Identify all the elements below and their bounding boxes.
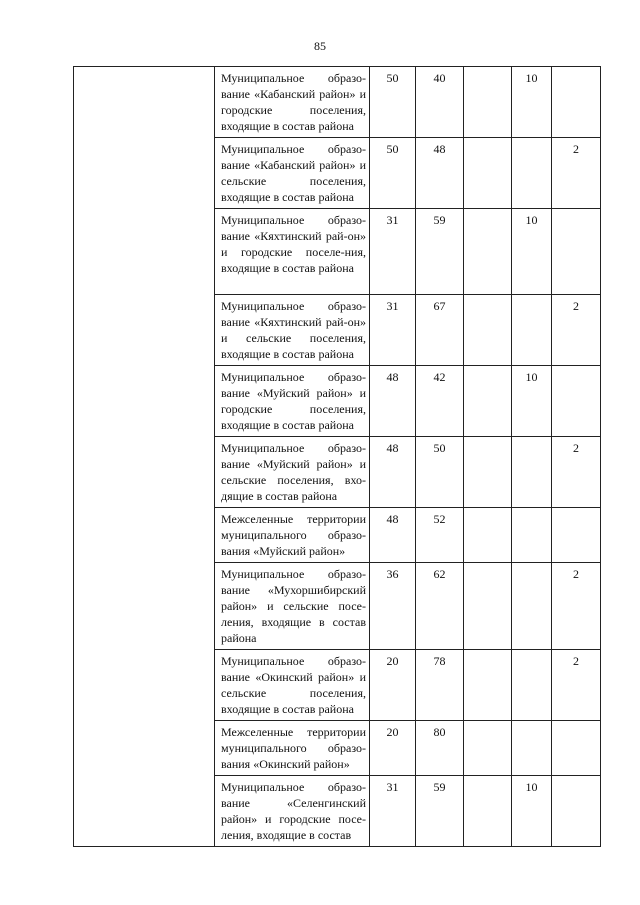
municipality-cell: Муниципальное образо-вание «Селенгинский район» и городские посе-ления, входящие в состав (215, 776, 370, 847)
municipality-cell: Муниципальное образо-вание «Муйский район» и городские поселения, входящие в состав района (215, 366, 370, 437)
value-cell-5 (552, 776, 601, 847)
value-cell-4 (512, 563, 552, 650)
value-cell-4: 10 (512, 209, 552, 295)
value-cell-3 (464, 563, 512, 650)
value-cell-1: 20 (370, 650, 416, 721)
value-cell-1: 36 (370, 563, 416, 650)
value-cell-2: 48 (416, 138, 464, 209)
value-cell-2: 42 (416, 366, 464, 437)
value-cell-4: 10 (512, 776, 552, 847)
value-cell-3 (464, 721, 512, 776)
table-body (74, 67, 601, 847)
value-cell-3 (464, 366, 512, 437)
value-cell-4 (512, 437, 552, 508)
municipality-cell: Муниципальное образо-вание «Муйский район» и сельские поселения, вхо-дящие в состав района (215, 437, 370, 508)
value-cell-1: 20 (370, 721, 416, 776)
value-cell-1: 48 (370, 508, 416, 563)
value-cell-2: 50 (416, 437, 464, 508)
value-cell-3 (464, 138, 512, 209)
municipality-cell: Муниципальное образо-вание «Мухоршибирский район» и сельские посе-ления, входящие в состав района (215, 563, 370, 650)
municipality-cell: Муниципальное образо-вание «Кабанский район» и городские поселения, входящие в состав района (215, 67, 370, 138)
municipality-cell: Муниципальное образо-вание «Кяхтинский рай-он» и сельские поселения, входящие в состав района (215, 295, 370, 366)
value-cell-1: 48 (370, 437, 416, 508)
value-cell-4 (512, 138, 552, 209)
page-number: 85 (314, 39, 326, 53)
value-cell-5: 2 (552, 138, 601, 209)
municipality-cell: Межселенные территории муниципального образо-вания «Муйский район» (215, 508, 370, 563)
value-cell-1: 31 (370, 776, 416, 847)
value-cell-2: 59 (416, 209, 464, 295)
value-cell-3 (464, 295, 512, 366)
value-cell-4: 10 (512, 366, 552, 437)
merged-first-column-cell (74, 67, 215, 847)
value-cell-1: 50 (370, 67, 416, 138)
value-cell-5: 2 (552, 563, 601, 650)
value-cell-3 (464, 209, 512, 295)
municipality-cell: Муниципальное образо-вание «Кабанский район» и сельские поселения, входящие в состав района (215, 138, 370, 209)
value-cell-5 (552, 366, 601, 437)
value-cell-5: 2 (552, 437, 601, 508)
value-cell-2: 52 (416, 508, 464, 563)
value-cell-1: 50 (370, 138, 416, 209)
value-cell-2: 80 (416, 721, 464, 776)
value-cell-4 (512, 508, 552, 563)
municipality-cell: Муниципальное образо-вание «Окинский район» и сельские поселения, входящие в состав района (215, 650, 370, 721)
value-cell-5 (552, 508, 601, 563)
value-cell-5: 2 (552, 295, 601, 366)
value-cell-2: 40 (416, 67, 464, 138)
value-cell-1: 31 (370, 209, 416, 295)
value-cell-1: 48 (370, 366, 416, 437)
value-cell-4 (512, 295, 552, 366)
value-cell-5 (552, 721, 601, 776)
value-cell-2: 59 (416, 776, 464, 847)
value-cell-5 (552, 67, 601, 138)
table-row (74, 67, 601, 138)
municipality-cell: Муниципальное образо-вание «Кяхтинский рай-он» и городские поселе-ния, входящие в состав района (215, 209, 370, 295)
value-cell-2: 67 (416, 295, 464, 366)
value-cell-1: 31 (370, 295, 416, 366)
allocation-table (73, 66, 601, 847)
value-cell-3 (464, 437, 512, 508)
value-cell-4 (512, 650, 552, 721)
value-cell-5 (552, 209, 601, 295)
value-cell-3 (464, 776, 512, 847)
value-cell-4 (512, 721, 552, 776)
value-cell-4: 10 (512, 67, 552, 138)
value-cell-5: 2 (552, 650, 601, 721)
municipality-cell: Межселенные территории муниципального образо-вания «Окинский район» (215, 721, 370, 776)
value-cell-2: 78 (416, 650, 464, 721)
value-cell-3 (464, 508, 512, 563)
value-cell-3 (464, 650, 512, 721)
value-cell-3 (464, 67, 512, 138)
value-cell-2: 62 (416, 563, 464, 650)
